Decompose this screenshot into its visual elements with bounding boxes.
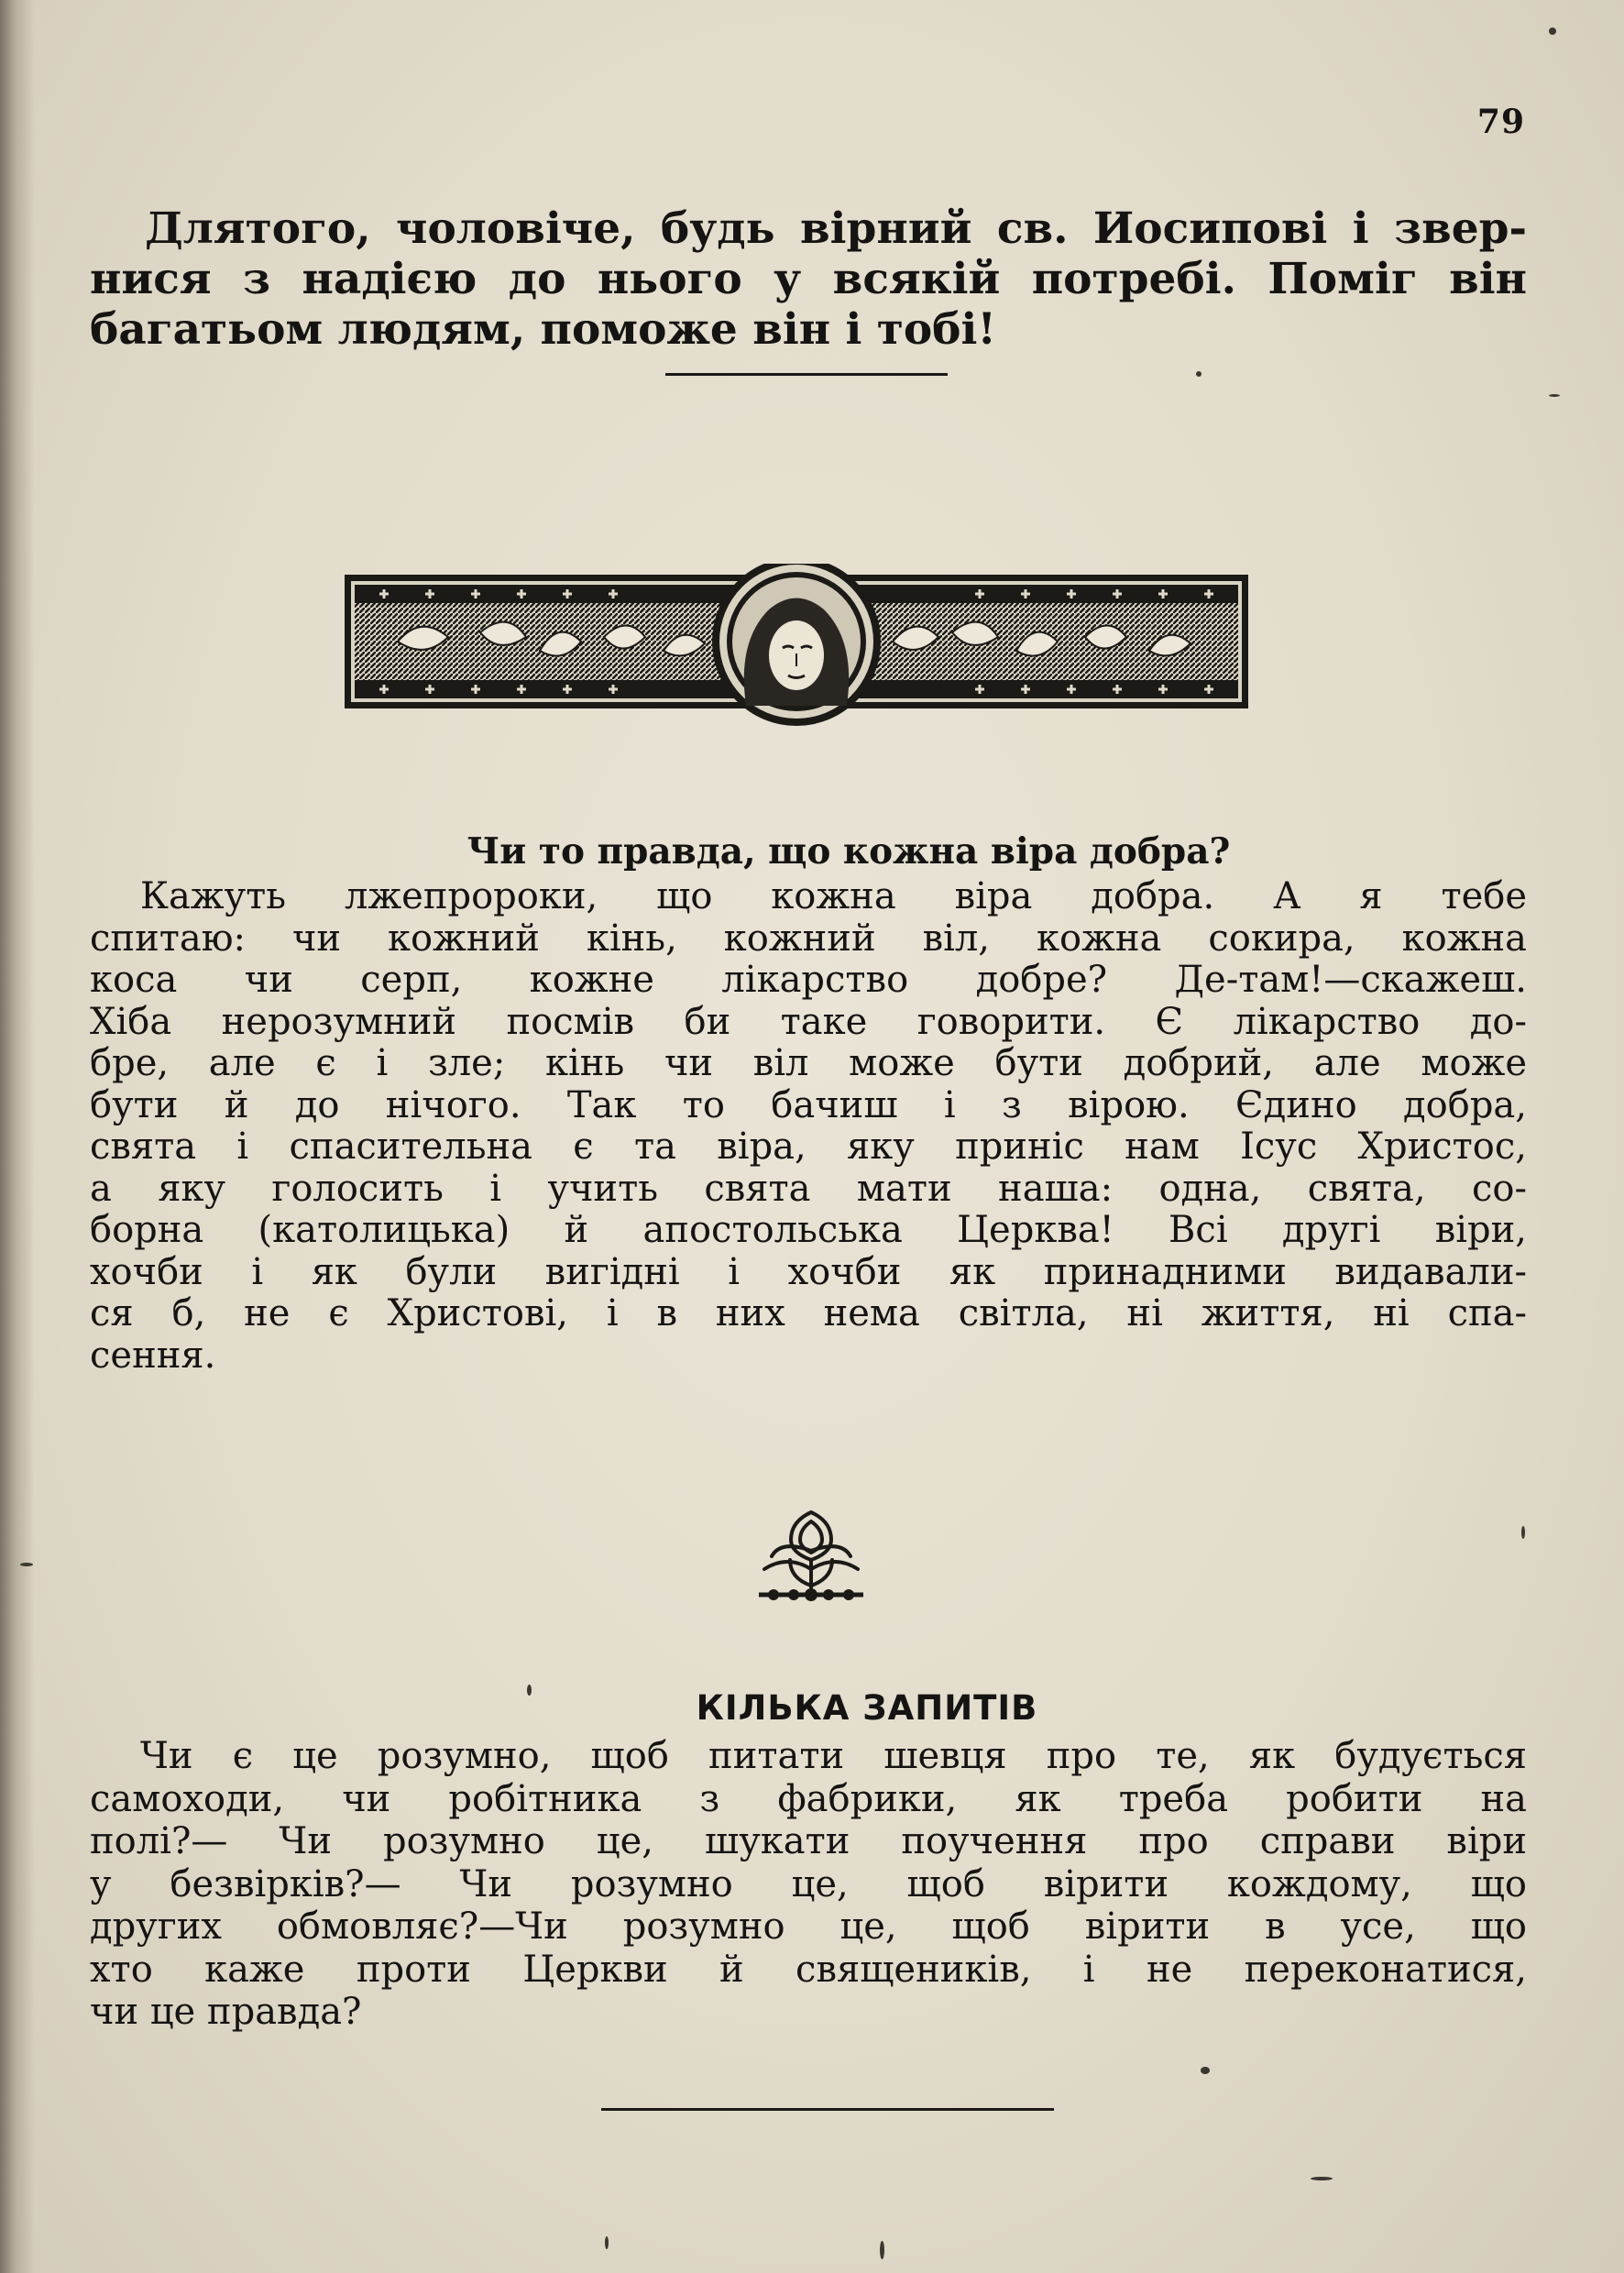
body-line: спитаю: чи кожний кінь, кожний віл, кожна сокира, кожна <box>90 917 1527 960</box>
section-divider-rule <box>601 2108 1054 2111</box>
intro-paragraph <box>90 203 1527 355</box>
intro-line: нися з надією до нього у всякій потребі. Поміг він <box>90 254 1527 304</box>
body-line: у безвірків?— Чи розумно це, щоб вірити кождому, що <box>90 1862 1527 1905</box>
floral-ornament-icon <box>753 1503 869 1606</box>
page-number: 79 <box>1476 103 1525 141</box>
body-line: полі?— Чи розумно це, шукати поучення про справи віри <box>90 1820 1527 1862</box>
section-divider-rule <box>665 373 948 376</box>
body-line: коса чи серп, кожне лікарство добре? Де-там!—скажеш. <box>90 959 1527 1001</box>
intro-line: Длятого, чоловіче, будь вірний св. Иосипові і звер- <box>145 203 1527 254</box>
body-line: бре, але є і зле; кінь чи віл може бути добрий, але може <box>90 1042 1527 1084</box>
body-line: бути й до нічого. Так то бачиш і з вірою. Єдино добра, <box>90 1083 1527 1126</box>
body-line: сення. <box>90 1334 216 1377</box>
body-line: хочби і як були вигідні і хочби як принадними видавали- <box>90 1250 1527 1293</box>
body-line: Кажуть лжепророки, що кожна віра добра. А я тебе <box>140 875 1527 917</box>
body-line: борна (католицька) й апостольська Церква! Всі другі віри, <box>90 1209 1527 1251</box>
body-line: ся б, не є Христові, і в них нема світла, ні життя, ні спа- <box>90 1292 1527 1334</box>
body-line: хто каже проти Церкви й священиків, і не переконатися, <box>90 1948 1527 1991</box>
body-line: а яку голосить і учить свята мати наша: одна, свята, со- <box>90 1167 1527 1210</box>
body-line: других обмовляє?—Чи розумно це, щоб вірити в усе, що <box>90 1905 1527 1948</box>
body-line: Чи є це розумно, щоб питати шевця про те, як будується <box>140 1735 1527 1777</box>
body-line: чи це правда? <box>90 1991 362 2033</box>
section-body-paragraph <box>90 876 1527 1377</box>
section-title: КІЛЬКА ЗАПИТІВ <box>696 1688 1038 1728</box>
body-line: Хіба нерозумний посмів би таке говорити. Є лікарство до- <box>90 1000 1527 1043</box>
intro-line: багатьом людям, поможе він і тобі! <box>90 304 996 355</box>
body-line: свята і спасительна є та віра, яку приніс нам Ісус Христос, <box>90 1126 1527 1168</box>
section-body-paragraph <box>90 1735 1527 2034</box>
body-line: самоходи, чи робітника з фабрики, як треба робити на <box>90 1777 1527 1820</box>
madonna-floral-banner-icon <box>343 564 1250 729</box>
section-title: Чи то правда, що кожна віра добра? <box>466 830 1231 873</box>
